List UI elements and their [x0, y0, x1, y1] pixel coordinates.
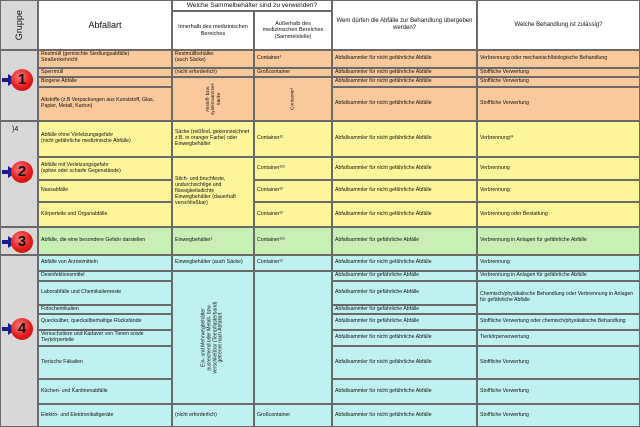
- container-cell: Container¹²⁵: [254, 227, 332, 255]
- table-row: Elektro- und Elektronikaltgeräte: [38, 404, 172, 427]
- container-cell: Großcontainer: [254, 404, 332, 427]
- group-1-badge: 1: [11, 69, 33, 91]
- container-cell: Container¹²: [254, 121, 332, 157]
- table-row: Abfälle ohne Verletzungsgefahr (nicht gefährliche medizinische Abfälle): [38, 121, 172, 157]
- group4-rotated-note: Ein- und Mehrwegbehälter ausreichend oder Metall- bzw. verschließbar (Teerpflasterband) getrennt nach Abfallart: [200, 301, 224, 374]
- container-cell: Container¹²: [254, 255, 332, 271]
- container-cell: Säcke (reißfest, gekennzeichnet z.B. in oranger Farbe) oder Einwegbehälter: [172, 121, 254, 157]
- wem-header: Wem dürfen die Abfälle zur Behandlung übergeben werden?: [332, 0, 477, 50]
- recipient-cell: Abfallsammler für nicht gefährliche Abfälle: [332, 346, 477, 379]
- recipient-cell: Abfallsammler für gefährliche Abfälle: [332, 227, 477, 255]
- recipient-cell: Abfallsammler für gefährliche Abfälle: [332, 314, 477, 330]
- recipient-cell: Abfallsammler für nicht gefährliche Abfälle: [332, 77, 477, 87]
- table-row: Abfälle mit Verletzungsgefahr (spitze oder scharfe Gegenstände): [38, 157, 172, 180]
- table-row: Restmüll (gemischte Siedlungsabfälle) Straßenkehricht: [38, 50, 172, 68]
- treatment-cell: Verbrennung oder mechanisch/biologische Behandlung: [477, 50, 640, 68]
- treatment-cell: Stoffliche Verwertung: [477, 404, 640, 427]
- treatment-cell: Verbrennung oder Bestattung: [477, 202, 640, 227]
- table-row: Desinfektionsmittel: [38, 271, 172, 281]
- treatment-cell: Tierkörperverwertung: [477, 330, 640, 346]
- table-row: Körperteile und Organabfälle: [38, 202, 172, 227]
- treatment-cell: Stoffliche Verwertung: [477, 68, 640, 77]
- treatment-cell: Verbrennung: [477, 255, 640, 271]
- table-row: Fotochemikalien: [38, 305, 172, 314]
- table-row: Küchen- und Kantinenabfälle: [38, 379, 172, 404]
- treatment-cell: Verbrennung³⁴: [477, 121, 640, 157]
- group-4-badge: 4: [11, 318, 33, 340]
- recipient-cell: Abfallsammler für nicht gefährliche Abfälle: [332, 180, 477, 202]
- table-row: Altstoffe (z.B Verpackungen aus Kunststoff, Glas, Papier, Metall, Karton): [38, 87, 172, 121]
- recipient-cell: Abfallsammler für nicht gefährliche Abfälle: [332, 202, 477, 227]
- recipient-cell: Abfallsammler für nicht gefährliche Abfälle: [332, 87, 477, 121]
- treatment-cell: Verbrennung: [477, 157, 640, 180]
- recipient-cell: Abfallsammler für gefährliche Abfälle: [332, 281, 477, 305]
- side-note: )4: [12, 125, 19, 133]
- abfallart-header: Abfallart: [38, 0, 172, 50]
- container-cell: Einwegbehälter¹: [172, 227, 254, 255]
- table-row: Biogene Abfälle: [38, 77, 172, 87]
- recipient-cell: Abfallsammler für nicht gefährliche Abfälle: [332, 404, 477, 427]
- table-row: Abfälle, die eine besondere Gefahr darstellen: [38, 227, 172, 255]
- container-cell: Container¹²: [254, 202, 332, 227]
- innerhalb-header: Innerhalb des medizinischen Bereiches: [172, 11, 254, 50]
- recipient-cell: Abfallsammler für nicht gefährliche Abfälle: [332, 330, 477, 346]
- treatment-cell: Stoffliche Verwertung: [477, 379, 640, 404]
- recipient-cell: Abfallsammler für gefährliche Abfälle: [332, 271, 477, 281]
- table-row: Abfälle von Arzneimitteln: [38, 255, 172, 271]
- treatment-cell: Stoffliche Verwertung: [477, 77, 640, 87]
- container-cell: Restmüllbehälter (auch Säcke): [172, 50, 254, 68]
- container-cell: Einwegbehälter (auch Säcke): [172, 255, 254, 271]
- treatment-cell: Verbrennung in Anlagen für gefährliche Abfälle: [477, 227, 640, 255]
- table-row: Laborabfälle und Chemikalienreste: [38, 281, 172, 305]
- recipient-cell: Abfallsammler für nicht gefährliche Abfälle: [332, 68, 477, 77]
- treatment-cell: Stoffliche Verwertung: [477, 346, 640, 379]
- treatment-cell: Stoffliche Verwertung: [477, 87, 640, 121]
- container-cell: (nicht erforderlich): [172, 68, 254, 77]
- table-row: Tierische Fäkalien: [38, 346, 172, 379]
- container-cell: (nicht erforderlich): [172, 404, 254, 427]
- group1-innen-rotated: Altstoff- bzw. systemsammel-Säcke: [205, 82, 221, 116]
- table-row: Versuchstiere und Kadaver von Tieren sowie Tierkörperteile: [38, 330, 172, 346]
- recipient-cell: Abfallsammler für nicht gefährliche Abfälle: [332, 50, 477, 68]
- table-row: Sperrmüll: [38, 68, 172, 77]
- group1-aussen-rotated: Container¹: [290, 87, 296, 111]
- table-row: Quecksilber, quecksilberhaltige Rückstände: [38, 314, 172, 330]
- recipient-cell: Abfallsammler für gefährliche Abfälle: [332, 305, 477, 314]
- recipient-cell: Abfallsammler für nicht gefährliche Abfälle: [332, 157, 477, 180]
- behandlung-header: Welche Behandlung ist zulässig?: [477, 0, 640, 50]
- container-cell: Großcontainer: [254, 68, 332, 77]
- gruppe-header: Gruppe: [13, 9, 24, 41]
- recipient-cell: Abfallsammler für nicht gefährliche Abfälle: [332, 379, 477, 404]
- ausserhalb-header: Außerhalb des medizinischen Bereiches (Sammelstelle): [254, 11, 332, 50]
- container-cell: Container¹: [254, 50, 332, 68]
- recipient-cell: Abfallsammler für nicht gefährliche Abfälle: [332, 255, 477, 271]
- recipient-cell: Abfallsammler für nicht gefährliche Abfälle: [332, 121, 477, 157]
- sammelbehaelter-header: Welche Sammelbehälter sind zu verwenden?: [172, 0, 332, 11]
- group4-label-cell: [0, 255, 38, 427]
- treatment-cell: Verbrennung: [477, 180, 640, 202]
- container-cell: Stich- und bruchfeste, undurchsichtige und flüssigkeitsdichte Einwegbehälter (dauerhaft verschließbar): [172, 157, 254, 227]
- treatment-cell: Chemisch/physikalische Behandlung oder Verbrennung in Anlagen für gefährliche Abfälle: [477, 281, 640, 314]
- treatment-cell: Stoffliche Verwertung oder chemisch/physikalische Behandlung: [477, 314, 640, 330]
- group-2-badge: 2: [11, 161, 33, 183]
- container-cell: Container¹²: [254, 180, 332, 202]
- table-row: Nassabfälle: [38, 180, 172, 202]
- treatment-cell: Verbrennung in Anlagen für gefährliche Abfälle: [477, 271, 640, 281]
- container-cell: Container¹²⁵: [254, 157, 332, 180]
- group-3-badge: 3: [11, 231, 33, 253]
- container-cell: [254, 271, 332, 404]
